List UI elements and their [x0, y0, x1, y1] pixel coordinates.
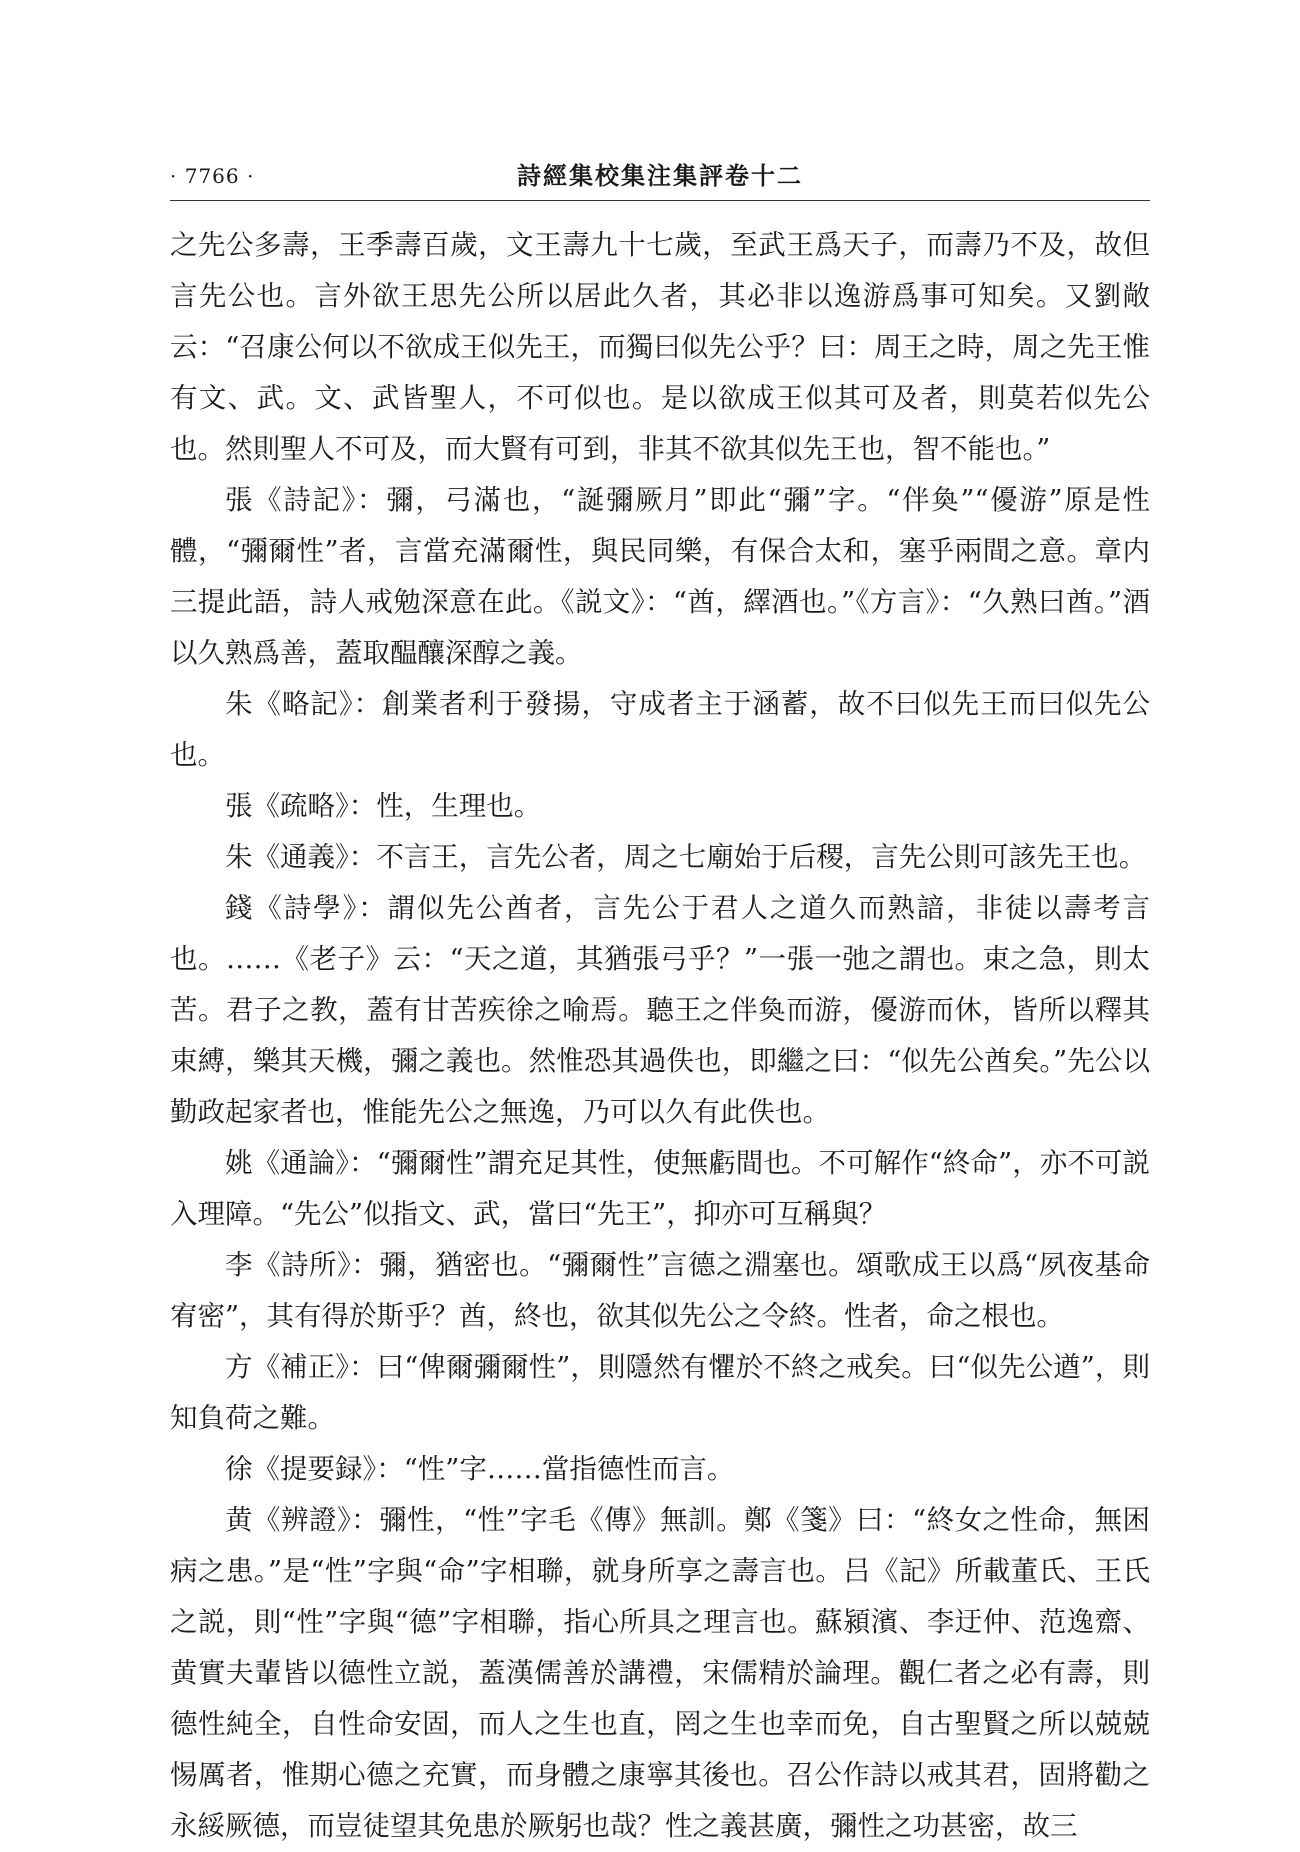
paragraph: 李《詩所》：彌，猶密也。“彌爾性”言德之淵塞也。頌歌成王以爲“夙夜基命宥密”，其有得於斯乎？酋，終也，欲其似先公之令終。性者，命之根也。 — [170, 1249, 1150, 1332]
running-title: 詩經集校集注集評卷十二 — [517, 161, 803, 190]
paragraph: 張《詩記》：彌，弓滿也，“誕彌厥月”即此“彌”字。“伴奐”“優游”原是性體，“彌爾性”者，言當充滿爾性，與民同樂，有保合太和，塞乎兩間之意。章内三提此語，詩人戒勉深意在此。《説文》：“酋，繹酒也。”《方言》：“久熟曰酋。”酒以久熟爲善，蓋取醖釀深醇之義。 — [170, 484, 1150, 669]
paragraph: 黄《辨證》：彌性，“性”字毛《傳》無訓。鄭《箋》曰：“終女之性命，無困病之患。”是“性”字與“命”字相聯，就身所享之壽言也。吕《記》所載董氏、王氏之説，則“性”字與“德”字相聯，指心所具之理言也。蘇潁濱、李迂仲、范逸齋、黄實夫輩皆以德性立説，蓋漢儒善於講禮，宋儒精於論理。觀仁者之必有壽，則德性純全，自性命安固，而人之生也直，罔之生也幸而免，自古聖賢之所以兢兢惕厲者，惟期心德之充實，而身體之康寧其後也。召公作詩以戒其君，固將勸之永綏厥德，而豈徒望其免患於厥躬也哉？性之義甚廣，彌性之功甚密，故三 — [170, 1504, 1150, 1842]
page-header — [170, 160, 1150, 200]
body-text — [170, 220, 1150, 1852]
paragraph: 張《疏略》：性，生理也。 — [225, 790, 542, 822]
paragraph: 朱《通義》：不言王，言先公者，周之七廟始于后稷，言先公則可該先王也。 — [225, 841, 1147, 873]
paragraph: 錢《詩學》：謂似先公酋者，言先公于君人之道久而熟諳，非徒以壽考言也。……《老子》云：“天之道，其猶張弓乎？”一張一弛之謂也。束之急，則太苦。君子之教，蓋有甘苦疾徐之喻焉。聽王之伴奐而游，優游而休，皆所以釋其束縛，樂其天機，彌之義也。然惟恐其過佚也，即繼之曰：“似先公酋矣。”先公以勤政起家者也，惟能先公之無逸，乃可以久有此佚也。 — [170, 892, 1150, 1128]
paragraph: 徐《提要録》：“性”字……當指德性而言。 — [225, 1453, 735, 1485]
paragraph: 姚《通論》：“彌爾性”謂充足其性，使無虧間也。不可解作“終命”，亦不可説入理障。“先公”似指文、武，當曰“先王”，抑亦可互稱與？ — [170, 1147, 1150, 1230]
page-number: · 7766 · — [170, 164, 255, 188]
paragraph: 之先公多壽，王季壽百歲，文王壽九十七歲，至武王爲天子，而壽乃不及，故但言先公也。言外欲王思先公所以居此久者，其必非以逸游爲事可知矣。又劉敞云：“召康公何以不欲成王似先王，而獨曰似先公乎？曰：周王之時，周之先王惟有文、武。文、武皆聖人，不可似也。是以欲成王似其可及者，則莫若似先公也。然則聖人不可及，而大賢有可到，非其不欲其似先王也，智不能也。” — [170, 229, 1150, 465]
paragraph: 方《補正》：曰“俾爾彌爾性”，則隱然有懼於不終之戒矣。曰“似先公遒”，則知負荷之難。 — [170, 1351, 1150, 1434]
header-rule — [170, 200, 1150, 201]
paragraph: 朱《略記》：創業者利于發揚，守成者主于涵蓄，故不曰似先王而曰似先公也。 — [170, 688, 1150, 771]
